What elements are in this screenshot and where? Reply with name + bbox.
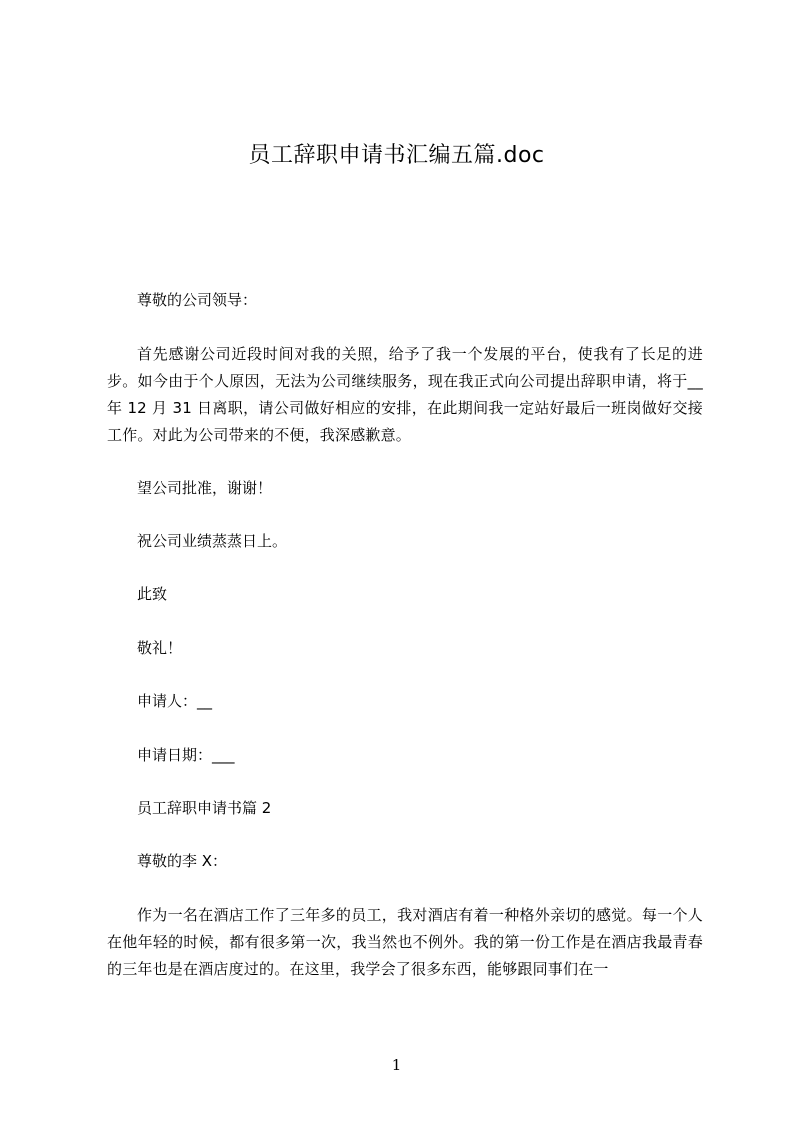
paragraph-hotel-experience: 作为一名在酒店工作了三年多的员工，我对酒店有着一种格外亲切的感觉。每一个人在他年轻的时候，都有很多第一次，我当然也不例外。我的第一份工作是在酒店我最青春的三年也是在酒店度过的。在这里，我学会了很多东西，能够跟同事们在一 — [107, 906, 703, 978]
line-applicant: 申请人：__ — [137, 692, 213, 710]
section-2-heading: 员工辞职申请书篇 2 — [137, 799, 272, 817]
line-wish: 祝公司业绩蒸蒸日上。 — [137, 532, 288, 550]
document-title: 员工辞职申请书汇编五篇.doc — [248, 143, 545, 168]
salutation-li-x: 尊敬的李 X： — [137, 852, 228, 870]
line-approval-request: 望公司批准，谢谢！ — [137, 479, 273, 497]
paragraph-resignation-reason: 首先感谢公司近段时间对我的关照，给予了我一个发展的平台，使我有了长足的进步。如今由于个人原因，无法为公司继续服务，现在我正式向公司提出辞职申请，将于__年 12 月 31 日离职，请公司做好相应的安排，在此期间我一定站好最后一班岗做好交接工作。对此为公司带来的不便，我深感歉意。 — [107, 345, 703, 444]
page-number: 1 — [391, 1056, 402, 1074]
line-application-date: 申请日期：___ — [137, 746, 235, 764]
line-jingli: 敬礼！ — [137, 639, 183, 657]
line-cizhi: 此致 — [137, 585, 168, 603]
salutation-company-leaders: 尊敬的公司领导： — [137, 291, 258, 309]
